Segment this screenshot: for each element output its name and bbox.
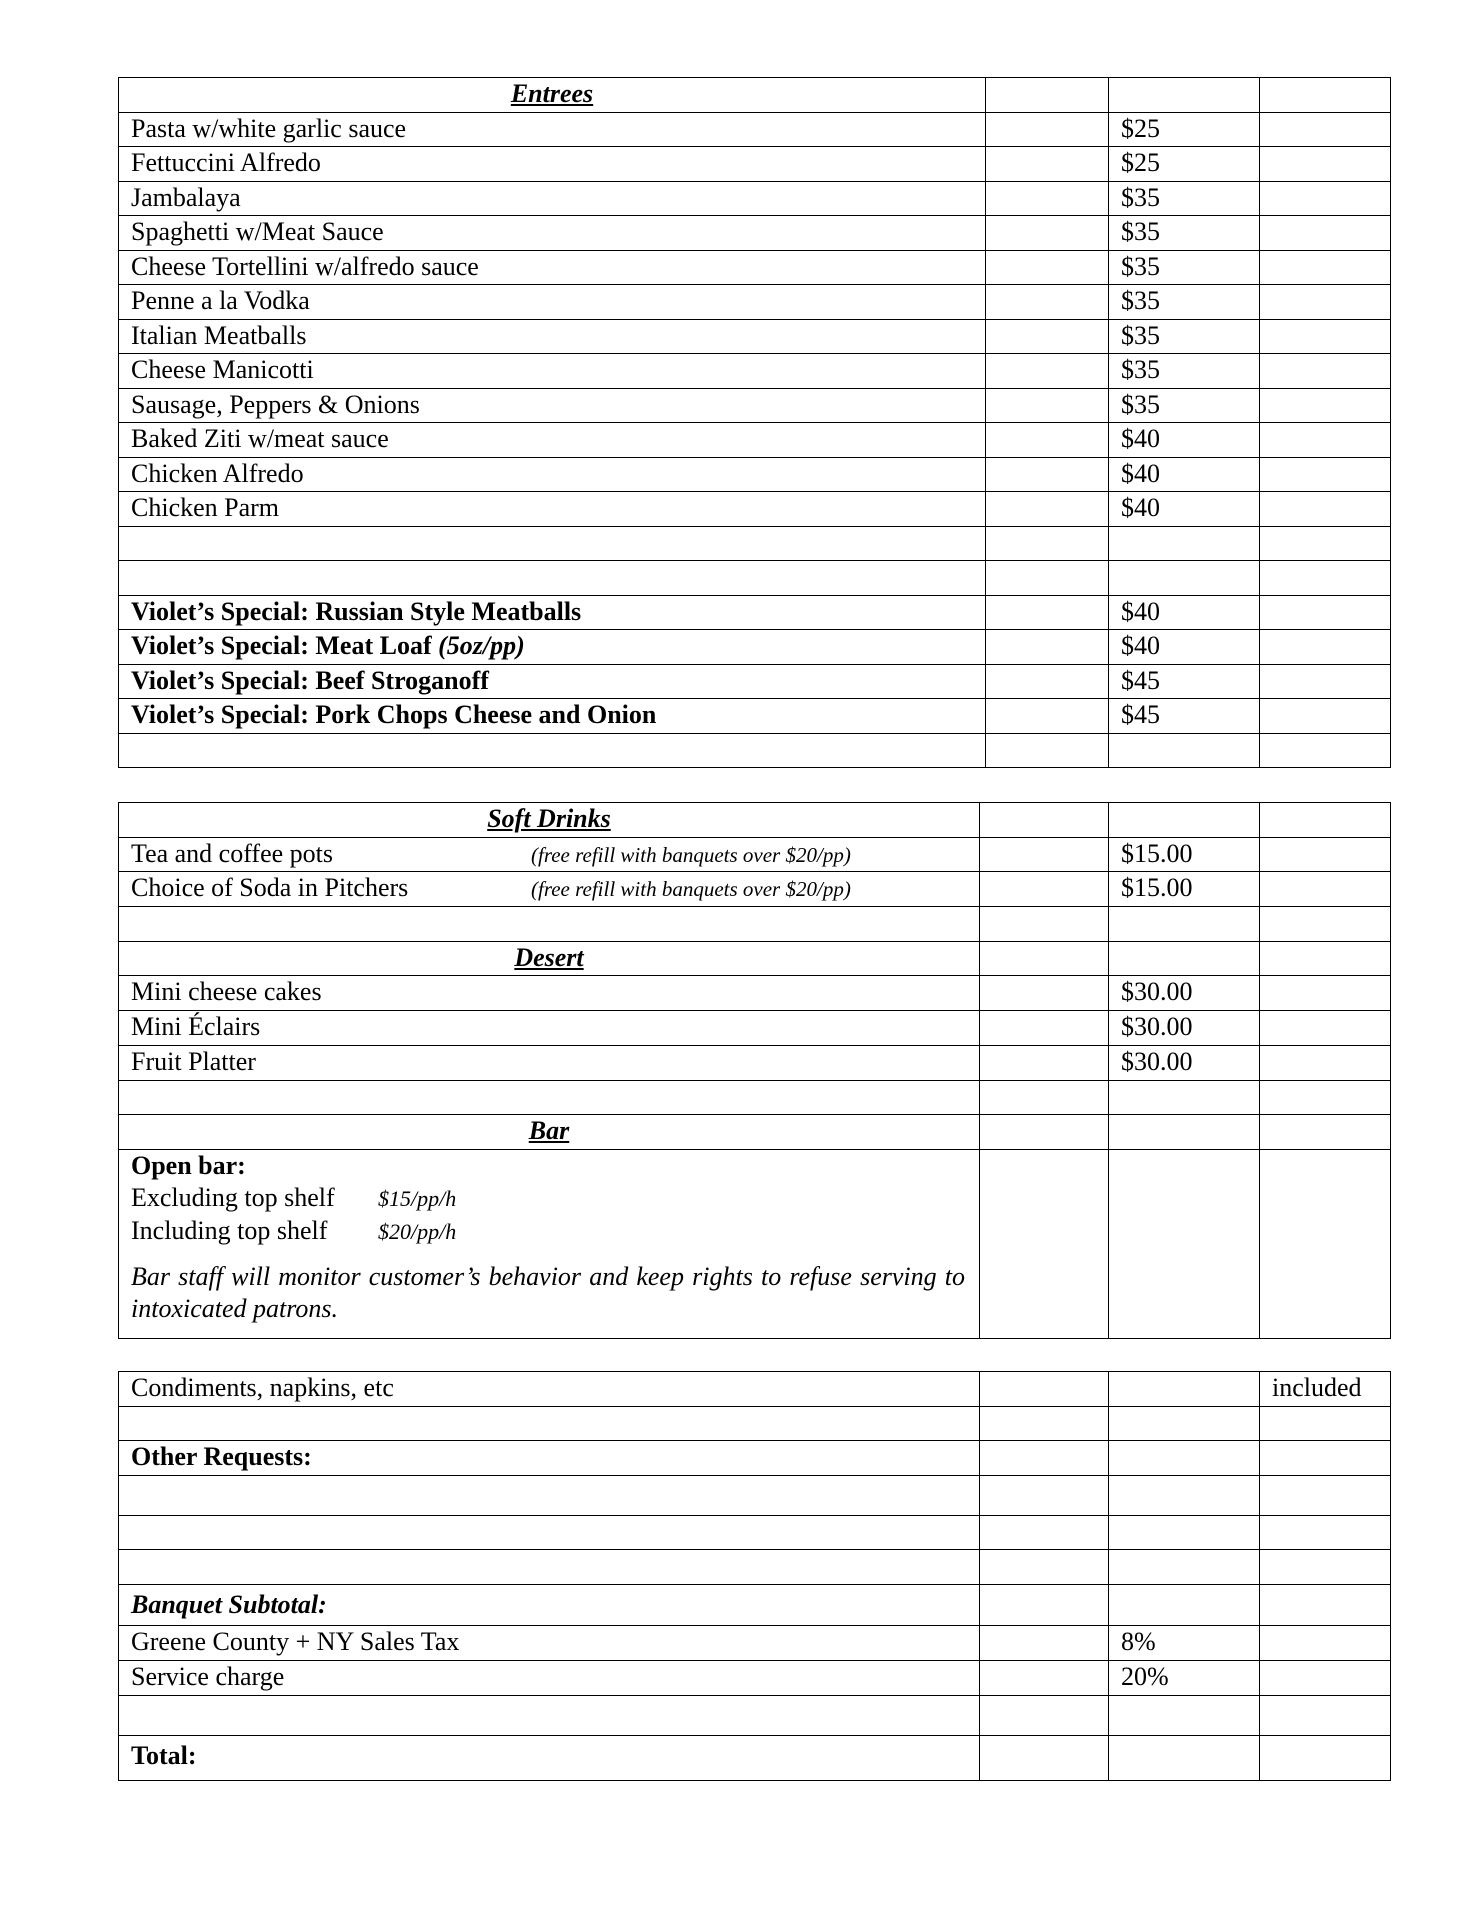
item-note: (free refill with banquets over $20/pp) bbox=[531, 842, 851, 867]
table-row bbox=[119, 319, 1391, 354]
item-name: Choice of Soda in Pitchers bbox=[131, 873, 409, 903]
item-name: Tea and coffee pots bbox=[131, 838, 333, 868]
open-bar-label: Open bar: bbox=[131, 1150, 246, 1180]
table-row bbox=[119, 1045, 1391, 1080]
table-row bbox=[119, 1626, 1391, 1661]
bar-option-rate: $20/pp/h bbox=[378, 1218, 457, 1244]
item-name: Spaghetti w/Meat Sauce bbox=[119, 216, 986, 251]
special-name: Violet’s Special: Meat Loaf bbox=[131, 631, 439, 660]
bar-option-rate: $15/pp/h bbox=[378, 1185, 457, 1211]
item-name: Penne a la Vodka bbox=[119, 285, 986, 320]
table-row bbox=[119, 423, 1391, 458]
table-row bbox=[119, 1585, 1391, 1626]
bar-option-label: Excluding top shelf bbox=[131, 1182, 335, 1212]
empty-row bbox=[119, 733, 1391, 768]
drinks-desert-bar-table bbox=[118, 802, 1391, 1339]
item-name: Baked Ziti w/meat sauce bbox=[119, 423, 986, 458]
service-charge-label: Service charge bbox=[119, 1661, 980, 1696]
table-row bbox=[119, 147, 1391, 182]
item-price: $25 bbox=[1109, 147, 1260, 182]
item-note: (free refill with banquets over $20/pp) bbox=[531, 877, 851, 902]
table-row bbox=[119, 664, 1391, 699]
item-name: Mini Éclairs bbox=[119, 1011, 980, 1046]
item-price: $30.00 bbox=[1109, 1045, 1260, 1080]
bar-heading-row bbox=[119, 1115, 1391, 1150]
table-row bbox=[119, 595, 1391, 630]
bar-details-row bbox=[119, 1149, 1391, 1338]
item-name: Pasta w/white garlic sauce bbox=[119, 112, 986, 147]
item-name: Cheese Tortellini w/alfredo sauce bbox=[119, 250, 986, 285]
item-name: Chicken Alfredo bbox=[119, 457, 986, 492]
table-row bbox=[119, 354, 1391, 389]
table-row bbox=[119, 250, 1391, 285]
table-row bbox=[119, 1736, 1391, 1781]
item-price: $40 bbox=[1109, 595, 1260, 630]
table-row bbox=[119, 216, 1391, 251]
entrees-heading-row bbox=[119, 78, 1391, 113]
table-row bbox=[119, 181, 1391, 216]
table-row bbox=[119, 1011, 1391, 1046]
item-price: $30.00 bbox=[1109, 976, 1260, 1011]
item-name: Mini cheese cakes bbox=[119, 976, 980, 1011]
item-price: $35 bbox=[1109, 319, 1260, 354]
tax-value: 8% bbox=[1109, 1626, 1260, 1661]
item-name: Sausage, Peppers & Onions bbox=[119, 388, 986, 423]
tax-label: Greene County + NY Sales Tax bbox=[119, 1626, 980, 1661]
empty-row bbox=[119, 1407, 1391, 1441]
total-label: Total: bbox=[119, 1736, 980, 1781]
special-name: Violet’s Special: Russian Style Meatballs bbox=[119, 595, 986, 630]
table-row bbox=[119, 976, 1391, 1011]
empty-row bbox=[119, 561, 1391, 596]
entrees-heading: Entrees bbox=[119, 78, 986, 113]
condiments-label: Condiments, napkins, etc bbox=[119, 1372, 980, 1407]
table-row bbox=[119, 457, 1391, 492]
item-price: $45 bbox=[1109, 699, 1260, 734]
totals-table bbox=[118, 1371, 1391, 1781]
table-row bbox=[119, 388, 1391, 423]
item-price: $35 bbox=[1109, 388, 1260, 423]
service-charge-value: 20% bbox=[1109, 1661, 1260, 1696]
item-price: $35 bbox=[1109, 285, 1260, 320]
condiments-value: included bbox=[1260, 1372, 1391, 1407]
item-name: Fettuccini Alfredo bbox=[119, 147, 986, 182]
table-row bbox=[119, 699, 1391, 734]
item-price: $40 bbox=[1109, 457, 1260, 492]
table-row bbox=[119, 630, 1391, 665]
empty-row bbox=[119, 907, 1391, 942]
bar-staff-note: Bar staff will monitor customer’s behavior and keep rights to refuse serving to intoxicated patrons. bbox=[131, 1261, 965, 1323]
empty-row bbox=[119, 1696, 1391, 1736]
table-row bbox=[119, 492, 1391, 527]
item-name: Chicken Parm bbox=[119, 492, 986, 527]
bar-heading: Bar bbox=[119, 1115, 980, 1150]
item-price: $35 bbox=[1109, 181, 1260, 216]
item-price: $30.00 bbox=[1109, 1011, 1260, 1046]
table-row bbox=[119, 1372, 1391, 1407]
table-row bbox=[119, 872, 1391, 907]
special-note: (5oz/pp) bbox=[438, 631, 525, 660]
table-row bbox=[119, 112, 1391, 147]
item-name: Cheese Manicotti bbox=[119, 354, 986, 389]
table-row bbox=[119, 1661, 1391, 1696]
item-price: $25 bbox=[1109, 112, 1260, 147]
empty-row bbox=[119, 1080, 1391, 1115]
item-name: Italian Meatballs bbox=[119, 319, 986, 354]
item-price: $35 bbox=[1109, 250, 1260, 285]
desert-heading: Desert bbox=[119, 941, 980, 976]
item-price: $45 bbox=[1109, 664, 1260, 699]
empty-row bbox=[119, 1516, 1391, 1550]
table-row bbox=[119, 1441, 1391, 1476]
bar-option-label: Including top shelf bbox=[131, 1215, 328, 1245]
special-name: Violet’s Special: Pork Chops Cheese and Onion bbox=[119, 699, 986, 734]
desert-heading-row bbox=[119, 941, 1391, 976]
soft-drinks-heading-row bbox=[119, 803, 1391, 838]
entrees-table bbox=[118, 77, 1391, 768]
table-row bbox=[119, 837, 1391, 872]
item-price: $35 bbox=[1109, 354, 1260, 389]
item-price: $40 bbox=[1109, 423, 1260, 458]
item-price: $15.00 bbox=[1109, 872, 1260, 907]
item-name: Fruit Platter bbox=[119, 1045, 980, 1080]
table-row bbox=[119, 285, 1391, 320]
special-name: Violet’s Special: Beef Stroganoff bbox=[119, 664, 986, 699]
soft-drinks-heading: Soft Drinks bbox=[119, 803, 980, 838]
item-price: $15.00 bbox=[1109, 837, 1260, 872]
empty-row bbox=[119, 1550, 1391, 1585]
other-requests-label: Other Requests: bbox=[119, 1441, 980, 1476]
item-price: $40 bbox=[1109, 630, 1260, 665]
empty-row bbox=[119, 526, 1391, 561]
empty-row bbox=[119, 1476, 1391, 1516]
item-name: Jambalaya bbox=[119, 181, 986, 216]
item-price: $35 bbox=[1109, 216, 1260, 251]
item-price: $40 bbox=[1109, 492, 1260, 527]
subtotal-label: Banquet Subtotal: bbox=[119, 1585, 980, 1626]
